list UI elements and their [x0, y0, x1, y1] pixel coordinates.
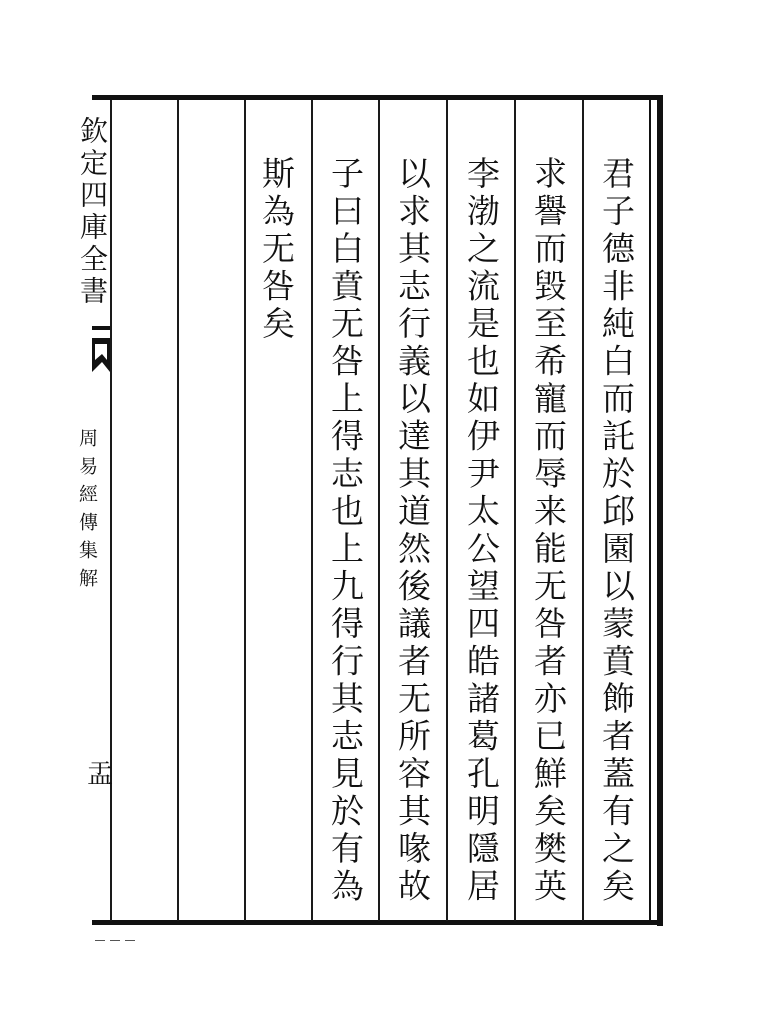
column-divider [378, 100, 380, 921]
text-column-2: 求譽而毀至希寵而辱来能无咎者亦已鮮矣樊英 [529, 156, 568, 906]
column-divider [514, 100, 516, 921]
bottom-mark [125, 940, 135, 941]
text-column-1: 君子德非純白而託於邱園以蒙賁飾者蓋有之矣 [597, 156, 636, 906]
margin-page-number: 盂 [86, 760, 113, 790]
frame-right-inner-border [649, 98, 651, 922]
text-column-6: 斯為无咎矣 [257, 156, 296, 344]
column-divider [177, 100, 179, 921]
fishtail-mark-icon [92, 322, 112, 382]
frame-right-outer-border [657, 95, 663, 926]
margin-header: 欽定四庫全書 [76, 116, 109, 308]
column-divider [311, 100, 313, 921]
margin-header-clip [76, 110, 110, 310]
column-divider [110, 100, 112, 921]
margin-book-title: 周易經傳集解 [76, 428, 98, 596]
bottom-mark [95, 940, 105, 941]
text-column-5: 子曰白賁无咎上得志也上九得行其志見於有為 [326, 156, 365, 906]
column-divider [582, 100, 584, 921]
column-divider [244, 100, 246, 921]
bottom-mark [110, 940, 120, 941]
text-column-4: 以求其志行義以達其道然後議者无所容其喙故 [393, 156, 432, 906]
column-divider [446, 100, 448, 921]
text-column-3: 李渤之流是也如伊尹太公望四皓諸葛孔明隱居 [462, 156, 501, 906]
